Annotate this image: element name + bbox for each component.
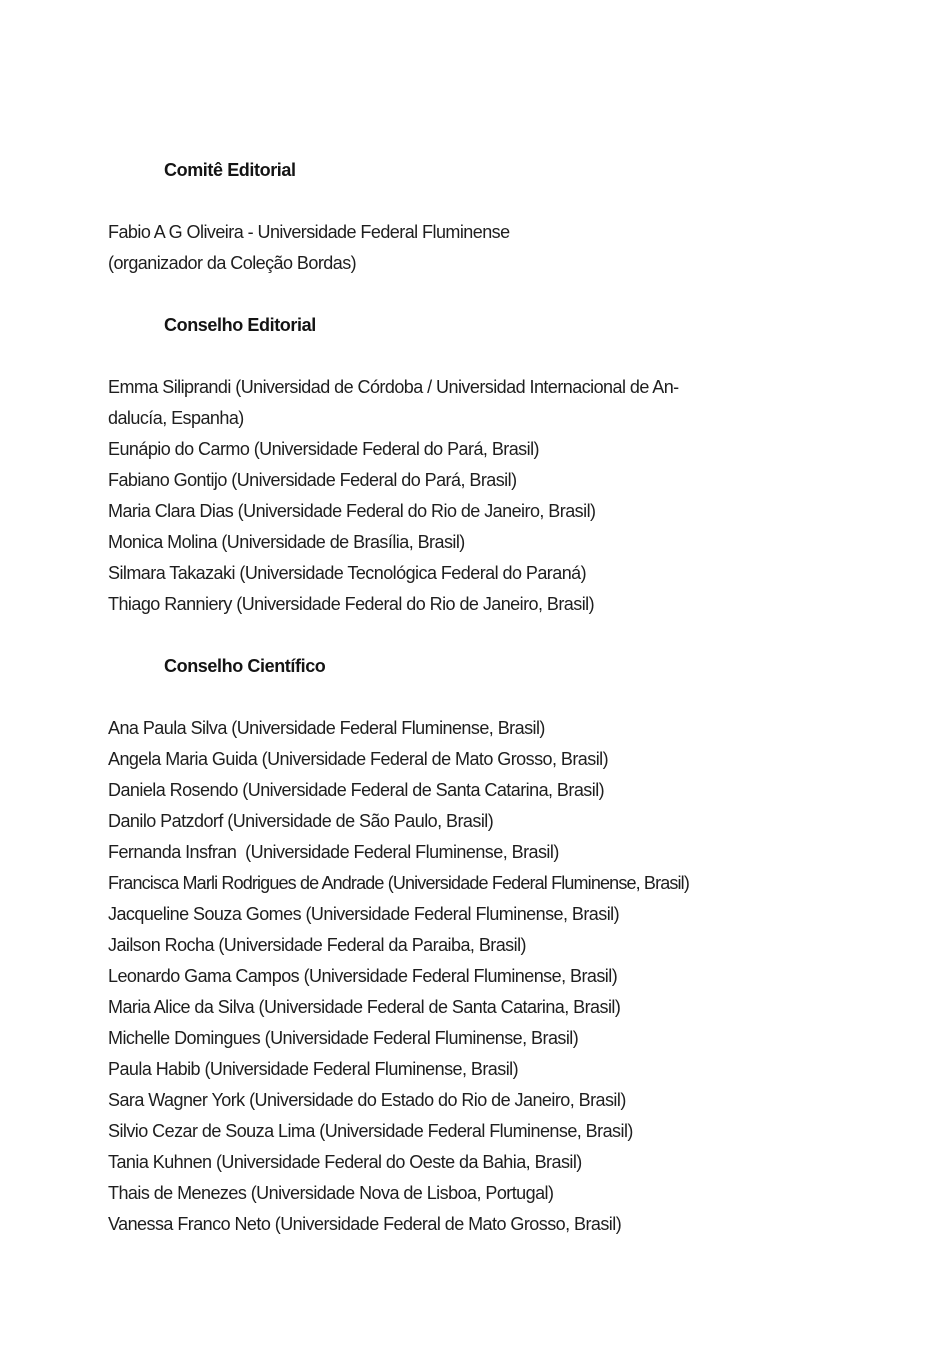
text-line: Fabiano Gontijo (Universidade Federal do Pará, Brasil) (108, 470, 517, 490)
text-line: Fabio A G Oliveira - Universidade Federal Fluminense (108, 222, 510, 242)
text-line: Emma Siliprandi (Universidad de Córdoba / Universidad Internacional de An- (108, 377, 679, 397)
text-line: Paula Habib (Universidade Federal Fluminense, Brasil) (108, 1059, 519, 1079)
text-line: Eunápio do Carmo (Universidade Federal do Pará, Brasil) (108, 439, 539, 459)
section-conselho-cientifico (108, 651, 885, 1240)
conselho-cientifico-lines (108, 713, 885, 1240)
conselho-editorial-lines (108, 372, 885, 620)
text-line: Maria Alice da Silva (Universidade Federal de Santa Catarina, Brasil) (108, 997, 621, 1017)
text-line: Daniela Rosendo (Universidade Federal de Santa Catarina, Brasil) (108, 780, 605, 800)
section-heading-conselho-editorial: Conselho Editorial (164, 315, 316, 335)
text-line: Tania Kuhnen (Universidade Federal do Oeste da Bahia, Brasil) (108, 1152, 582, 1172)
text-line: Jacqueline Souza Gomes (Universidade Federal Fluminense, Brasil) (108, 904, 620, 924)
text-line: Monica Molina (Universidade de Brasília, Brasil) (108, 532, 465, 552)
text-line: Jailson Rocha (Universidade Federal da Paraiba, Brasil) (108, 935, 526, 955)
text-line: Angela Maria Guida (Universidade Federal de Mato Grosso, Brasil) (108, 749, 609, 769)
text-line: Vanessa Franco Neto (Universidade Federal de Mato Grosso, Brasil) (108, 1214, 622, 1234)
text-line: Silvio Cezar de Souza Lima (Universidade Federal Fluminense, Brasil) (108, 1121, 633, 1141)
text-line: Silmara Takazaki (Universidade Tecnológica Federal do Paraná) (108, 563, 587, 583)
text-line: Sara Wagner York (Universidade do Estado do Rio de Janeiro, Brasil) (108, 1090, 626, 1110)
comite-editorial-lines (108, 217, 885, 279)
text-line: Danilo Patzdorf (Universidade de São Paulo, Brasil) (108, 811, 494, 831)
text-line: Maria Clara Dias (Universidade Federal do Rio de Janeiro, Brasil) (108, 501, 596, 521)
text-line: Thiago Ranniery (Universidade Federal do Rio de Janeiro, Brasil) (108, 594, 595, 614)
text-line: (organizador da Coleção Bordas) (108, 253, 357, 273)
section-comite-editorial (108, 155, 885, 279)
text-line: Leonardo Gama Campos (Universidade Federal Fluminense, Brasil) (108, 966, 618, 986)
text-line: Ana Paula Silva (Universidade Federal Fluminense, Brasil) (108, 718, 545, 738)
section-heading-comite-editorial: Comitê Editorial (164, 160, 296, 180)
text-line: dalucía, Espanha) (108, 408, 244, 428)
section-heading-conselho-cientifico: Conselho Científico (164, 656, 326, 676)
text-line: Fernanda Insfran (Universidade Federal Fluminense, Brasil) (108, 842, 559, 862)
section-conselho-editorial (108, 310, 885, 620)
text-line: Michelle Domingues (Universidade Federal Fluminense, Brasil) (108, 1028, 579, 1048)
text-line: Francisca Marli Rodrigues de Andrade (Universidade Federal Fluminense, Brasil) (108, 873, 689, 893)
text-line: Thais de Menezes (Universidade Nova de Lisboa, Portugal) (108, 1183, 554, 1203)
